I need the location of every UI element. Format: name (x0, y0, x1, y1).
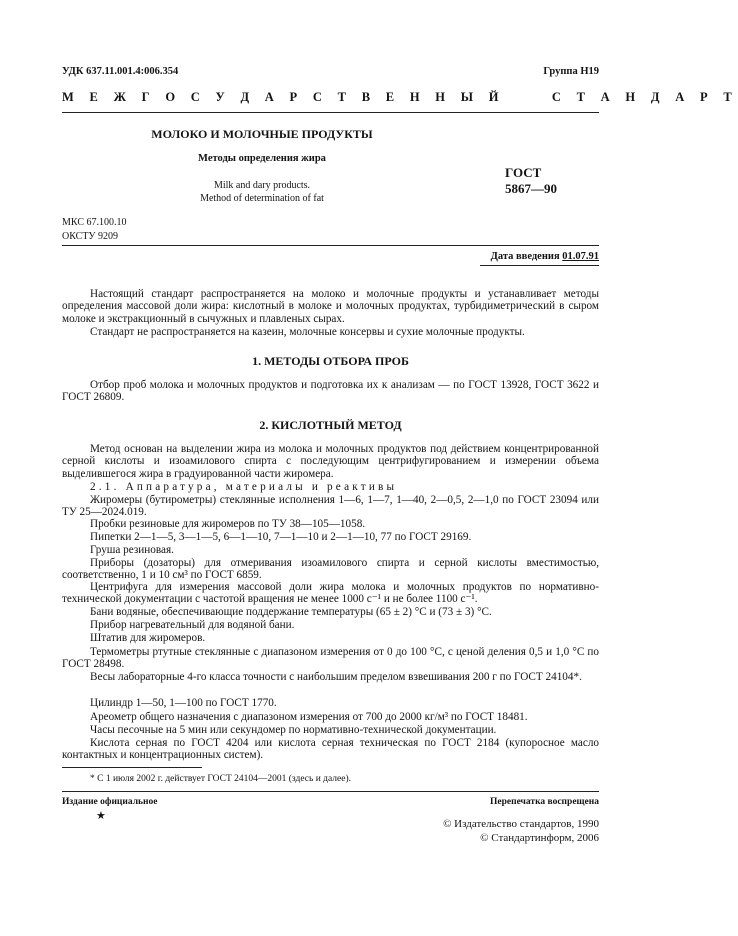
section-2-1-heading: 2.1. Аппаратура, материалы и реактивы (90, 481, 398, 493)
document-title: МОЛОКО И МОЛОЧНЫЕ ПРОДУКТЫ (151, 127, 373, 141)
equipment-item: Пипетки 2—1—5, 3—1—5, 6—1—10, 7—1—10 и 2—1—10, 77 по ГОСТ 29169. (90, 531, 472, 543)
intro-paragraph-1: Настоящий стандарт распространяется на молоко и молочные продукты и устанавливает методы определения массовой доли жира: кислотный в молоке и молочных продуктах, турбидиметрический в сыром молоке и экстракционный в сычужных и плавленых сырах. (62, 288, 599, 325)
equipment-item: Жиромеры (бутирометры) стеклянные исполнения 1—6, 1—7, 1—40, 2—0,5, 2—1,0 по ГОСТ 23094 или ТУ 25—2024.019. (62, 494, 599, 519)
equipment-item: Пробки резиновые для жиромеров по ТУ 38—105—1058. (90, 518, 366, 530)
reprint-notice: Перепечатка воспрещена (489, 797, 599, 807)
equipment-item: Часы песочные на 5 мин или секундомер по нормативно-технической документации. (90, 724, 497, 736)
section-1-text: Отбор проб молока и молочных продуктов и подготовка их к анализам — по ГОСТ 13928, ГОСТ 3622 и ГОСТ 26809. (62, 379, 599, 404)
equipment-item: Кислота серная по ГОСТ 4204 или кислота серная техническая по ГОСТ 2184 (купоросное масло контактных и концентрационных систем). (62, 737, 599, 762)
equipment-item: Прибор нагревательный для водяной бани. (90, 619, 295, 631)
english-title-line1: Milk and dary products. (213, 180, 311, 191)
equipment-item: Бани водяные, обеспечивающие поддержание температуры (65 ± 2) °С и (73 ± 3) °С. (90, 606, 492, 618)
equipment-item: Весы лабораторные 4-го класса точности с наибольшим пределом взвешивания 200 г по ГОСТ 24104*. (90, 671, 582, 683)
section-2-intro: Метод основан на выделении жира из молока и молочных продуктов под действием концентрированной серной кислоты и изоамилового спирта с последующим центрифугированием и измерении объема выделившегося жира в градуированной части жиромера. (62, 443, 599, 480)
header-rule (62, 112, 599, 113)
equipment-item: Цилиндр 1—50, 1—100 по ГОСТ 1770. (90, 697, 277, 709)
group-code: Группа Н19 (543, 66, 599, 77)
intro-date-label: Дата введения (490, 251, 560, 262)
intro-paragraph-2: Стандарт не распространяется на казеин, молочные консервы и сухие молочные продукты. (90, 326, 525, 338)
equipment-item: Штатив для жиромеров. (90, 632, 206, 644)
gost-label: ГОСТ (505, 165, 542, 180)
equipment-item: Центрифуга для измерения массовой доли жира молока и молочных продуктов по нормативно-технической документации с частотой вращения не менее 1000 с⁻¹ и не более 1100 с⁻¹. (62, 581, 599, 606)
udk-code: УДК 637.11.001.4:006.354 (62, 66, 179, 77)
intro-date (491, 251, 599, 262)
equipment-item: Термометры ртутные стеклянные с диапазоном измерения от 0 до 100 °С, с ценой деления 0,5 и 1,0 °С по ГОСТ 28498. (62, 646, 599, 671)
equipment-item: Приборы (дозаторы) для отмеривания изоамилового спирта и серной кислоты вместимостью, соответственно, 1 и 10 см³ по ГОСТ 6859. (62, 557, 599, 582)
date-rule (480, 265, 599, 266)
footer-rule (62, 791, 599, 792)
section-1-heading: 1. МЕТОДЫ ОТБОРА ПРОБ (252, 354, 409, 368)
footnote-rule (62, 767, 202, 768)
standard-banner: М Е Ж Г О С У Д А Р С Т В Е Н Н Ы Й С Т А Н Д А Р Т (62, 90, 738, 104)
copyright-2: © Стандартинформ, 2006 (480, 832, 599, 844)
mks-code: МКС 67.100.10 (62, 217, 127, 228)
equipment-item: Груша резиновая. (90, 544, 174, 556)
footnote: * С 1 июля 2002 г. действует ГОСТ 24104—2001 (здесь и далее). (90, 774, 352, 784)
copyright-1: © Издательство стандартов, 1990 (443, 818, 599, 830)
section-2-heading: 2. КИСЛОТНЫЙ МЕТОД (259, 418, 402, 432)
equipment-item: Ареометр общего назначения с диапазоном измерения от 700 до 2000 кг/м³ по ГОСТ 18481. (90, 711, 528, 723)
star-icon: ★ (96, 810, 106, 822)
document-subtitle: Методы определения жира (198, 153, 326, 164)
okstu-code: ОКСТУ 9209 (62, 231, 119, 242)
intro-date-value: 01.07.91 (562, 251, 599, 262)
english-title-line2: Method of determination of fat (200, 193, 324, 204)
official-edition: Издание официальное (62, 797, 158, 807)
gost-number: 5867—90 (505, 181, 557, 196)
title-rule (62, 245, 599, 246)
